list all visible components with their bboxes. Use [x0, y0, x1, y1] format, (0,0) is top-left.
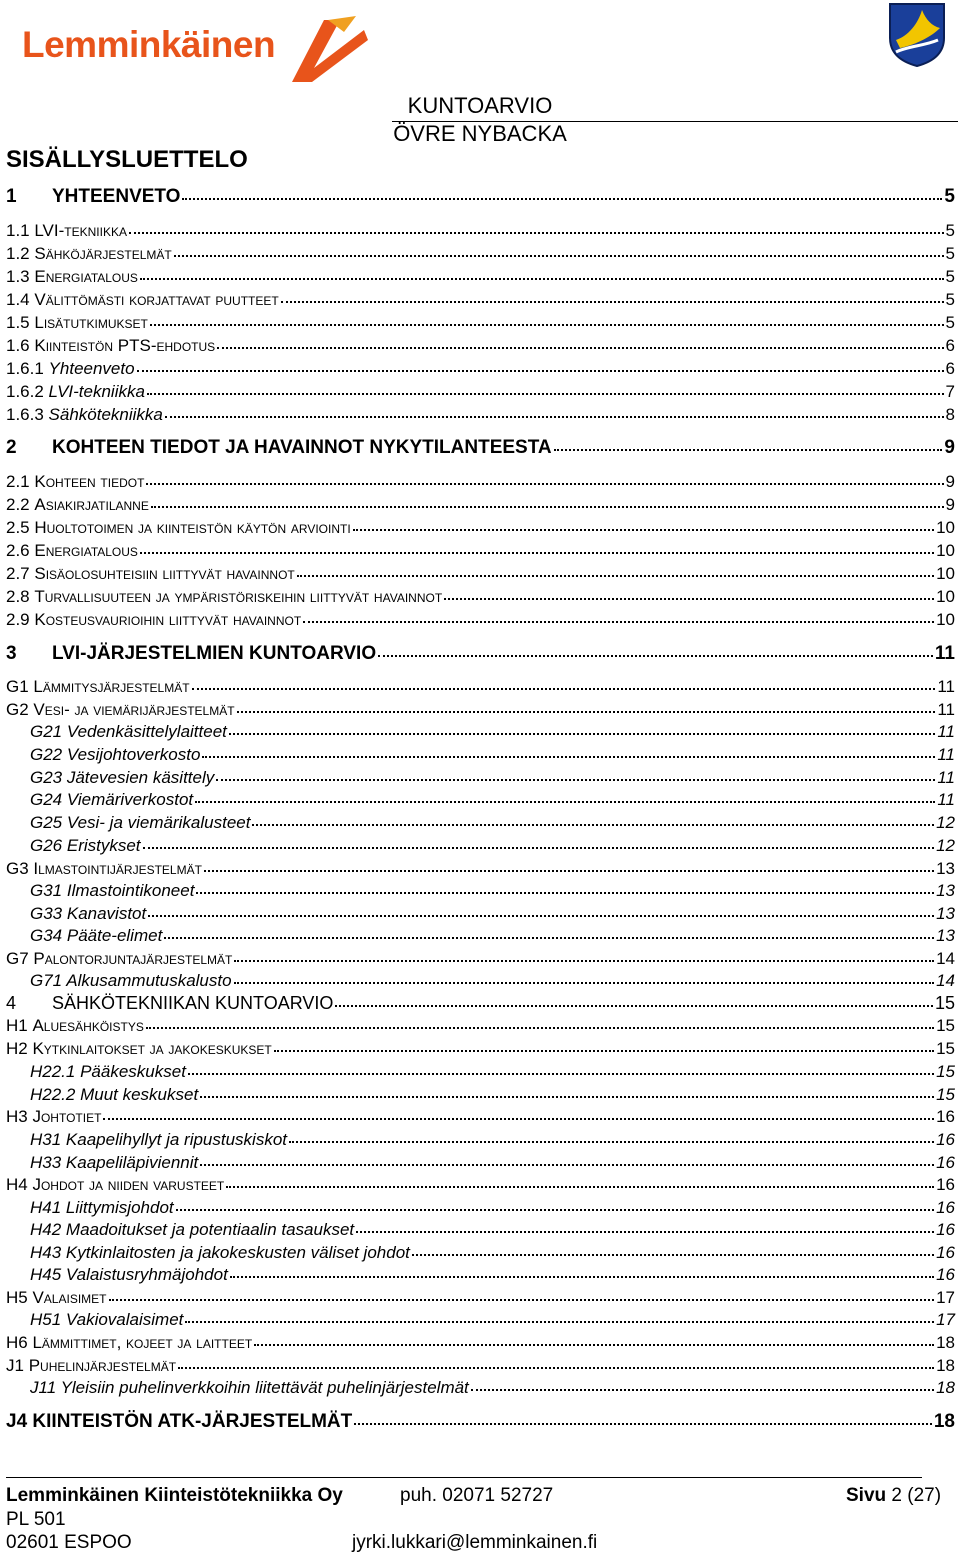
toc-dot-leader: [229, 733, 935, 735]
toc-entry[interactable]: [6, 881, 955, 903]
page-value: 2 (27): [891, 1485, 942, 1506]
toc-entry[interactable]: [6, 1153, 955, 1175]
toc-dot-leader: [188, 1073, 934, 1075]
toc-entry-title: G22 Vesijohtoverkosto: [30, 745, 201, 764]
toc-entry-title: H33 Kaapeliläpiviennit: [30, 1153, 199, 1172]
toc-entry[interactable]: [6, 518, 955, 540]
toc-entry[interactable]: [6, 1085, 955, 1107]
toc-entry-number: G7: [6, 949, 34, 968]
toc-entry-title: G71 Alkusammutuskalusto: [30, 971, 232, 990]
toc-entry[interactable]: [6, 610, 955, 632]
toc-dot-leader: [252, 824, 934, 826]
toc-dot-leader: [196, 892, 934, 894]
toc-entry-number: H3: [6, 1107, 33, 1126]
toc-entry[interactable]: [6, 1220, 955, 1242]
toc-entry[interactable]: [6, 587, 955, 609]
footer-page-number: [846, 1484, 941, 1507]
toc-dot-leader: [103, 1118, 934, 1120]
toc-entry-number: 4: [6, 993, 22, 1013]
toc-entry-page: 18: [936, 1356, 955, 1375]
toc-entry-page: 18: [936, 1378, 955, 1397]
toc-entry-title: G34 Pääte-elimet: [30, 926, 163, 945]
toc-dot-leader: [151, 506, 944, 508]
toc-entry-page: 5: [945, 313, 955, 332]
toc-entry[interactable]: [6, 700, 955, 722]
toc-entry[interactable]: [6, 1062, 955, 1084]
toc-dot-leader: [353, 529, 934, 531]
toc-dot-leader: [195, 801, 935, 803]
toc-entry[interactable]: [6, 382, 955, 404]
toc-entry-page: 10: [936, 541, 955, 560]
toc-entry-title: Palontorjuntajärjestelmät: [33, 949, 233, 968]
toc-dot-leader: [554, 449, 943, 451]
toc-entry-title: Ilmastointijärjestelmät: [33, 859, 202, 878]
toc-entry-page: 16: [936, 1220, 955, 1239]
toc-entry-page: 11: [937, 768, 955, 787]
toc-entry-title: Aluesähköistys: [32, 1016, 144, 1035]
toc-entry-page: 18: [936, 1333, 955, 1352]
toc-entry-page: 13: [936, 881, 955, 900]
toc-entry-page: 10: [936, 587, 955, 606]
toc-entry-title: Turvallisuuteen ja ympäristöriskeihin liittyvät havainnot: [34, 587, 443, 606]
toc-entry-number: 1.6.3: [6, 405, 49, 424]
toc-entry[interactable]: [6, 221, 955, 243]
toc-entry-page: 6: [945, 359, 955, 378]
toc-dot-leader: [226, 1186, 934, 1188]
toc-entry[interactable]: [6, 745, 955, 767]
toc-entry-title: J11 Yleisiin puhelinverkkoihin liitettävät puhelinjärjestelmät: [30, 1378, 469, 1397]
toc-entry-page: 10: [936, 610, 955, 629]
toc-entry-title: Asiakirjatilanne: [34, 495, 149, 514]
toc-entry-page: 11: [934, 643, 955, 664]
toc-entry[interactable]: [6, 1411, 955, 1433]
toc-entry-number: 1.6: [6, 336, 35, 355]
toc-entry-title: G24 Viemäriverkostot: [30, 790, 194, 809]
toc-entry-number: 2.6: [6, 541, 35, 560]
toc-entry-page: 15: [936, 1016, 955, 1035]
toc-entry[interactable]: [6, 813, 955, 835]
toc-entry[interactable]: [6, 359, 955, 381]
toc-entry-page: 8: [945, 405, 955, 424]
toc-entry-title: Puhelinjärjestelmät: [28, 1356, 177, 1375]
toc-entry-title: H31 Kaapelihyllyt ja ripustuskiskot: [30, 1130, 288, 1149]
toc-dot-leader: [356, 1231, 934, 1233]
toc-entry-page: 11: [937, 790, 955, 809]
toc-dot-leader: [254, 1344, 934, 1346]
toc-entry-number: 1.1: [6, 221, 35, 240]
toc-entry-title: Sisäolosuhteisiin liittyvät havainnot: [34, 564, 295, 583]
toc-dot-leader: [192, 688, 936, 690]
toc-entry-number: 1: [6, 186, 22, 207]
toc-dot-leader: [230, 1276, 934, 1278]
toc-entry-page: 15: [936, 1039, 955, 1058]
toc-dot-leader: [274, 1050, 934, 1052]
toc-entry-number: H5: [6, 1288, 33, 1307]
toc-dot-leader: [281, 301, 944, 303]
toc-entry-number: H2: [6, 1039, 33, 1058]
toc-dot-leader: [146, 483, 943, 485]
toc-entry[interactable]: [6, 904, 955, 926]
toc-dot-leader: [140, 552, 934, 554]
toc-entry-page: 11: [937, 700, 955, 719]
toc-entry-number: 1.2: [6, 244, 35, 263]
toc-entry[interactable]: [6, 313, 955, 335]
logo-wordmark: Lemminkäinen: [22, 24, 276, 65]
toc-entry-number: G2: [6, 700, 34, 719]
toc-entry[interactable]: [6, 926, 955, 948]
toc-entry-title: LVI-tekniikka: [34, 221, 127, 240]
toc-entry-number: 2.5: [6, 518, 35, 537]
toc-entry[interactable]: [6, 993, 955, 1015]
toc-entry[interactable]: [6, 437, 955, 459]
toc-dot-leader: [176, 1209, 934, 1211]
toc-entry-page: 15: [936, 1085, 955, 1104]
toc-entry-title: G31 Ilmastointikoneet: [30, 881, 195, 900]
toc-entry[interactable]: [6, 1378, 955, 1400]
toc-entry[interactable]: [6, 971, 955, 993]
toc-dot-leader: [217, 347, 943, 349]
toc-entry-title: Valaisimet: [32, 1288, 107, 1307]
toc-entry-number: 2.2: [6, 495, 35, 514]
toc-entry[interactable]: [6, 790, 955, 812]
toc-entry[interactable]: [6, 1310, 955, 1332]
toc-entry[interactable]: [6, 267, 955, 289]
toc-entry-title: Sähköjärjestelmät: [34, 244, 172, 263]
toc-entry[interactable]: [6, 1039, 955, 1061]
toc-dot-leader: [137, 370, 944, 372]
municipal-crest-icon: [888, 2, 946, 68]
toc-entry-title: Energiatalous: [34, 541, 138, 560]
toc-entry-page: 14: [936, 949, 955, 968]
toc-entry-page: 16: [936, 1175, 955, 1194]
toc-entry[interactable]: [6, 768, 955, 790]
toc-dot-leader: [200, 1164, 934, 1166]
toc-entry[interactable]: [6, 405, 955, 427]
toc-dot-leader: [297, 575, 934, 577]
toc-dot-leader: [140, 278, 944, 280]
property-name: ÖVRE NYBACKA: [393, 121, 567, 146]
toc-dot-leader: [146, 1027, 934, 1029]
toc-entry-title: H22.1 Pääkeskukset: [30, 1062, 186, 1081]
toc-entry-page: 13: [936, 926, 955, 945]
toc-entry-title: Kytkinlaitokset ja jakokeskukset: [32, 1039, 272, 1058]
toc-entry-page: 16: [936, 1107, 955, 1126]
toc-entry-page: 9: [944, 437, 955, 458]
toc-entry-title: G25 Vesi- ja viemärikalusteet: [30, 813, 251, 832]
toc-entry-page: 17: [936, 1288, 955, 1307]
toc-dot-leader: [234, 960, 934, 962]
toc-entry-title: Energiatalous: [34, 267, 138, 286]
toc-entry-title: LVI-tekniikka: [48, 382, 145, 401]
toc-entry-number: 1.6.1: [6, 359, 49, 378]
report-type: KUNTOARVIO: [407, 93, 553, 118]
toc-entry-page: 13: [936, 859, 955, 878]
toc-dot-leader: [412, 1254, 934, 1256]
toc-entry[interactable]: [6, 1107, 955, 1129]
toc-entry-number: G1: [6, 677, 34, 696]
toc-entry[interactable]: [6, 859, 955, 881]
toc-dot-leader: [378, 655, 933, 657]
toc-entry-title: Lämmittimet, kojeet ja laitteet: [32, 1333, 253, 1352]
toc-entry-page: 5: [944, 186, 955, 207]
header-divider: [392, 121, 958, 122]
toc-entry[interactable]: [6, 1288, 955, 1310]
page-label: Sivu: [846, 1485, 887, 1506]
toc-entry-number: 2.1: [6, 472, 35, 491]
toc-entry-page: 14: [936, 971, 955, 990]
toc-dot-leader: [182, 198, 942, 200]
toc-entry-number: 1.5: [6, 313, 35, 332]
toc-entry-page: 9: [945, 472, 955, 491]
toc-entry-title: H41 Liittymisjohdot: [30, 1198, 174, 1217]
toc-dot-leader: [335, 1005, 933, 1007]
toc-entry[interactable]: [6, 1356, 955, 1378]
toc-entry-title: Johdot ja niiden varusteet: [32, 1175, 225, 1194]
toc-entry-number: 1.6.2: [6, 382, 49, 401]
toc-entry-title: G26 Eristykset: [30, 836, 141, 855]
toc-dot-leader: [148, 915, 934, 917]
toc-entry[interactable]: [6, 1243, 955, 1265]
document-title: [360, 92, 600, 148]
toc-entry[interactable]: [6, 1198, 955, 1220]
toc-entry-page: 17: [936, 1310, 955, 1329]
toc-dot-leader: [216, 779, 935, 781]
toc-entry-title: H43 Kytkinlaitosten ja jakokeskusten väliset johdot: [30, 1243, 410, 1262]
toc-entry-page: 15: [934, 993, 955, 1013]
toc-entry-page: 11: [937, 677, 955, 696]
toc-entry[interactable]: [6, 836, 955, 858]
toc-entry-page: 10: [936, 564, 955, 583]
toc-entry-page: 6: [945, 336, 955, 355]
toc-entry-page: 9: [945, 495, 955, 514]
toc-entry-page: 12: [936, 813, 955, 832]
toc-entry-number: 1.4: [6, 290, 35, 309]
toc-heading: SISÄLLYSLUETTELO: [6, 146, 248, 173]
toc-entry-title: Vesi- ja viemärijärjestelmät: [33, 700, 235, 719]
toc-entry-title: G23 Jätevesien käsittely: [30, 768, 215, 787]
toc-entry-page: 11: [937, 722, 955, 741]
toc-entry[interactable]: [6, 677, 955, 699]
toc-entry-title: Kohteen tiedot: [34, 472, 145, 491]
toc-entry-page: 16: [936, 1130, 955, 1149]
toc-dot-leader: [147, 393, 944, 395]
toc-entry-page: 16: [936, 1153, 955, 1172]
footer-email[interactable]: jyrki.lukkari@lemminkainen.fi: [352, 1532, 598, 1553]
toc-entry-page: 5: [945, 221, 955, 240]
toc-dot-leader: [289, 1141, 934, 1143]
toc-entry-page: 16: [936, 1243, 955, 1262]
toc-entry-number: H4: [6, 1175, 33, 1194]
toc-dot-leader: [143, 847, 935, 849]
toc-entry[interactable]: [6, 722, 955, 744]
toc-dot-leader: [204, 870, 934, 872]
footer-city: 02601 ESPOO: [6, 1532, 132, 1553]
toc-dot-leader: [109, 1299, 935, 1301]
toc-dot-leader: [174, 255, 944, 257]
toc-entry-title: Yhteenveto: [48, 359, 135, 378]
toc-entry-page: 5: [945, 267, 955, 286]
toc-entry-page: 10: [936, 518, 955, 537]
toc-entry[interactable]: [6, 290, 955, 312]
toc-entry-title: SÄHKÖTEKNIIKAN KUNTOARVIO: [52, 993, 334, 1013]
toc-dot-leader: [354, 1423, 932, 1425]
toc-entry[interactable]: [6, 336, 955, 358]
toc-entry-page: 11: [937, 745, 955, 764]
toc-entry-number: J1: [6, 1356, 29, 1375]
toc-entry[interactable]: [6, 1265, 955, 1287]
toc-entry-page: 5: [945, 290, 955, 309]
toc-dot-leader: [234, 982, 935, 984]
toc-entry-page: 16: [936, 1198, 955, 1217]
toc-dot-leader: [471, 1389, 934, 1391]
toc-entry[interactable]: [6, 472, 955, 494]
toc-entry-title: H45 Valaistusryhmäjohdot: [30, 1265, 228, 1284]
toc-dot-leader: [185, 1321, 934, 1323]
toc-entry-title: H22.2 Muut keskukset: [30, 1085, 199, 1104]
toc-entry[interactable]: [6, 949, 955, 971]
toc-entry-title: G33 Kanavistot: [30, 904, 147, 923]
toc-entry[interactable]: [6, 186, 955, 208]
toc-entry-number: 2.8: [6, 587, 35, 606]
toc-entry[interactable]: [6, 643, 955, 665]
toc-entry-page: 18: [933, 1411, 955, 1432]
toc-entry[interactable]: [6, 1175, 955, 1197]
toc-dot-leader: [129, 232, 944, 234]
toc-entry-title: Sähkötekniikka: [48, 405, 163, 424]
footer-divider: [6, 1477, 922, 1478]
toc-entry-title: Kosteusvaurioihin liittyvät havainnot: [34, 610, 302, 629]
toc-entry-title: H51 Vakiovalaisimet: [30, 1310, 184, 1329]
toc-entry-number: 2: [6, 437, 22, 458]
toc-dot-leader: [165, 416, 944, 418]
toc-dot-leader: [150, 324, 944, 326]
footer-phone: puh. 02071 52727: [400, 1485, 554, 1506]
toc-entry[interactable]: [6, 564, 955, 586]
toc-entry-number: 1.3: [6, 267, 35, 286]
toc-dot-leader: [178, 1367, 934, 1369]
toc-entry-number: 3: [6, 643, 22, 664]
toc-entry-page: 13: [936, 904, 955, 923]
toc-entry-page: 16: [936, 1265, 955, 1284]
toc-entry-page: 7: [945, 382, 955, 401]
toc-entry-title: Lisätutkimukset: [34, 313, 148, 332]
toc-entry-page: 15: [936, 1062, 955, 1081]
toc-entry-title: Huoltotoimen ja kiinteistön käytön arviointi: [34, 518, 351, 537]
toc-entry-number: G3: [6, 859, 34, 878]
toc-entry[interactable]: [6, 495, 955, 517]
toc-entry-title: LVI-JÄRJESTELMIEN KUNTOARVIO: [52, 643, 377, 664]
toc-dot-leader: [303, 621, 934, 623]
toc-entry-title: J4 KIINTEISTÖN ATK-JÄRJESTELMÄT: [6, 1411, 353, 1432]
toc-entry[interactable]: [6, 1016, 955, 1038]
toc-dot-leader: [237, 711, 936, 713]
toc-dot-leader: [444, 598, 934, 600]
company-logo: [22, 10, 352, 90]
toc-entry-number: H1: [6, 1016, 33, 1035]
toc-entry-title: YHTEENVETO: [52, 186, 181, 207]
toc-dot-leader: [200, 1096, 934, 1098]
logo-swoosh-icon: [284, 12, 370, 84]
toc-entry-title: KOHTEEN TIEDOT JA HAVAINNOT NYKYTILANTEESTA: [52, 437, 552, 458]
footer-po-box: PL 501: [6, 1509, 66, 1530]
toc-entry-title: H42 Maadoitukset ja potentiaalin tasaukset: [30, 1220, 355, 1239]
toc-entry-page: 5: [945, 244, 955, 263]
toc-dot-leader: [164, 937, 934, 939]
toc-entry-title: Kiinteistön PTS-ehdotus: [34, 336, 216, 355]
toc-entry-number: H6: [6, 1333, 33, 1352]
toc-entry-number: 2.9: [6, 610, 35, 629]
toc-entry[interactable]: [6, 541, 955, 563]
toc-entry-title: G21 Vedenkäsittelylaitteet: [30, 722, 227, 741]
toc-entry-title: Lämmitysjärjestelmät: [33, 677, 190, 696]
toc-entry[interactable]: [6, 1130, 955, 1152]
toc-entry-title: Välittömästi korjattavat puutteet: [34, 290, 279, 309]
toc-dot-leader: [202, 756, 935, 758]
toc-entry-number: 2.7: [6, 564, 35, 583]
footer-company: Lemminkäinen Kiinteistötekniikka Oy: [6, 1485, 343, 1506]
toc-entry-title: Johtotiet: [32, 1107, 102, 1126]
toc-entry[interactable]: [6, 244, 955, 266]
toc-entry-page: 12: [936, 836, 955, 855]
toc-entry[interactable]: [6, 1333, 955, 1355]
